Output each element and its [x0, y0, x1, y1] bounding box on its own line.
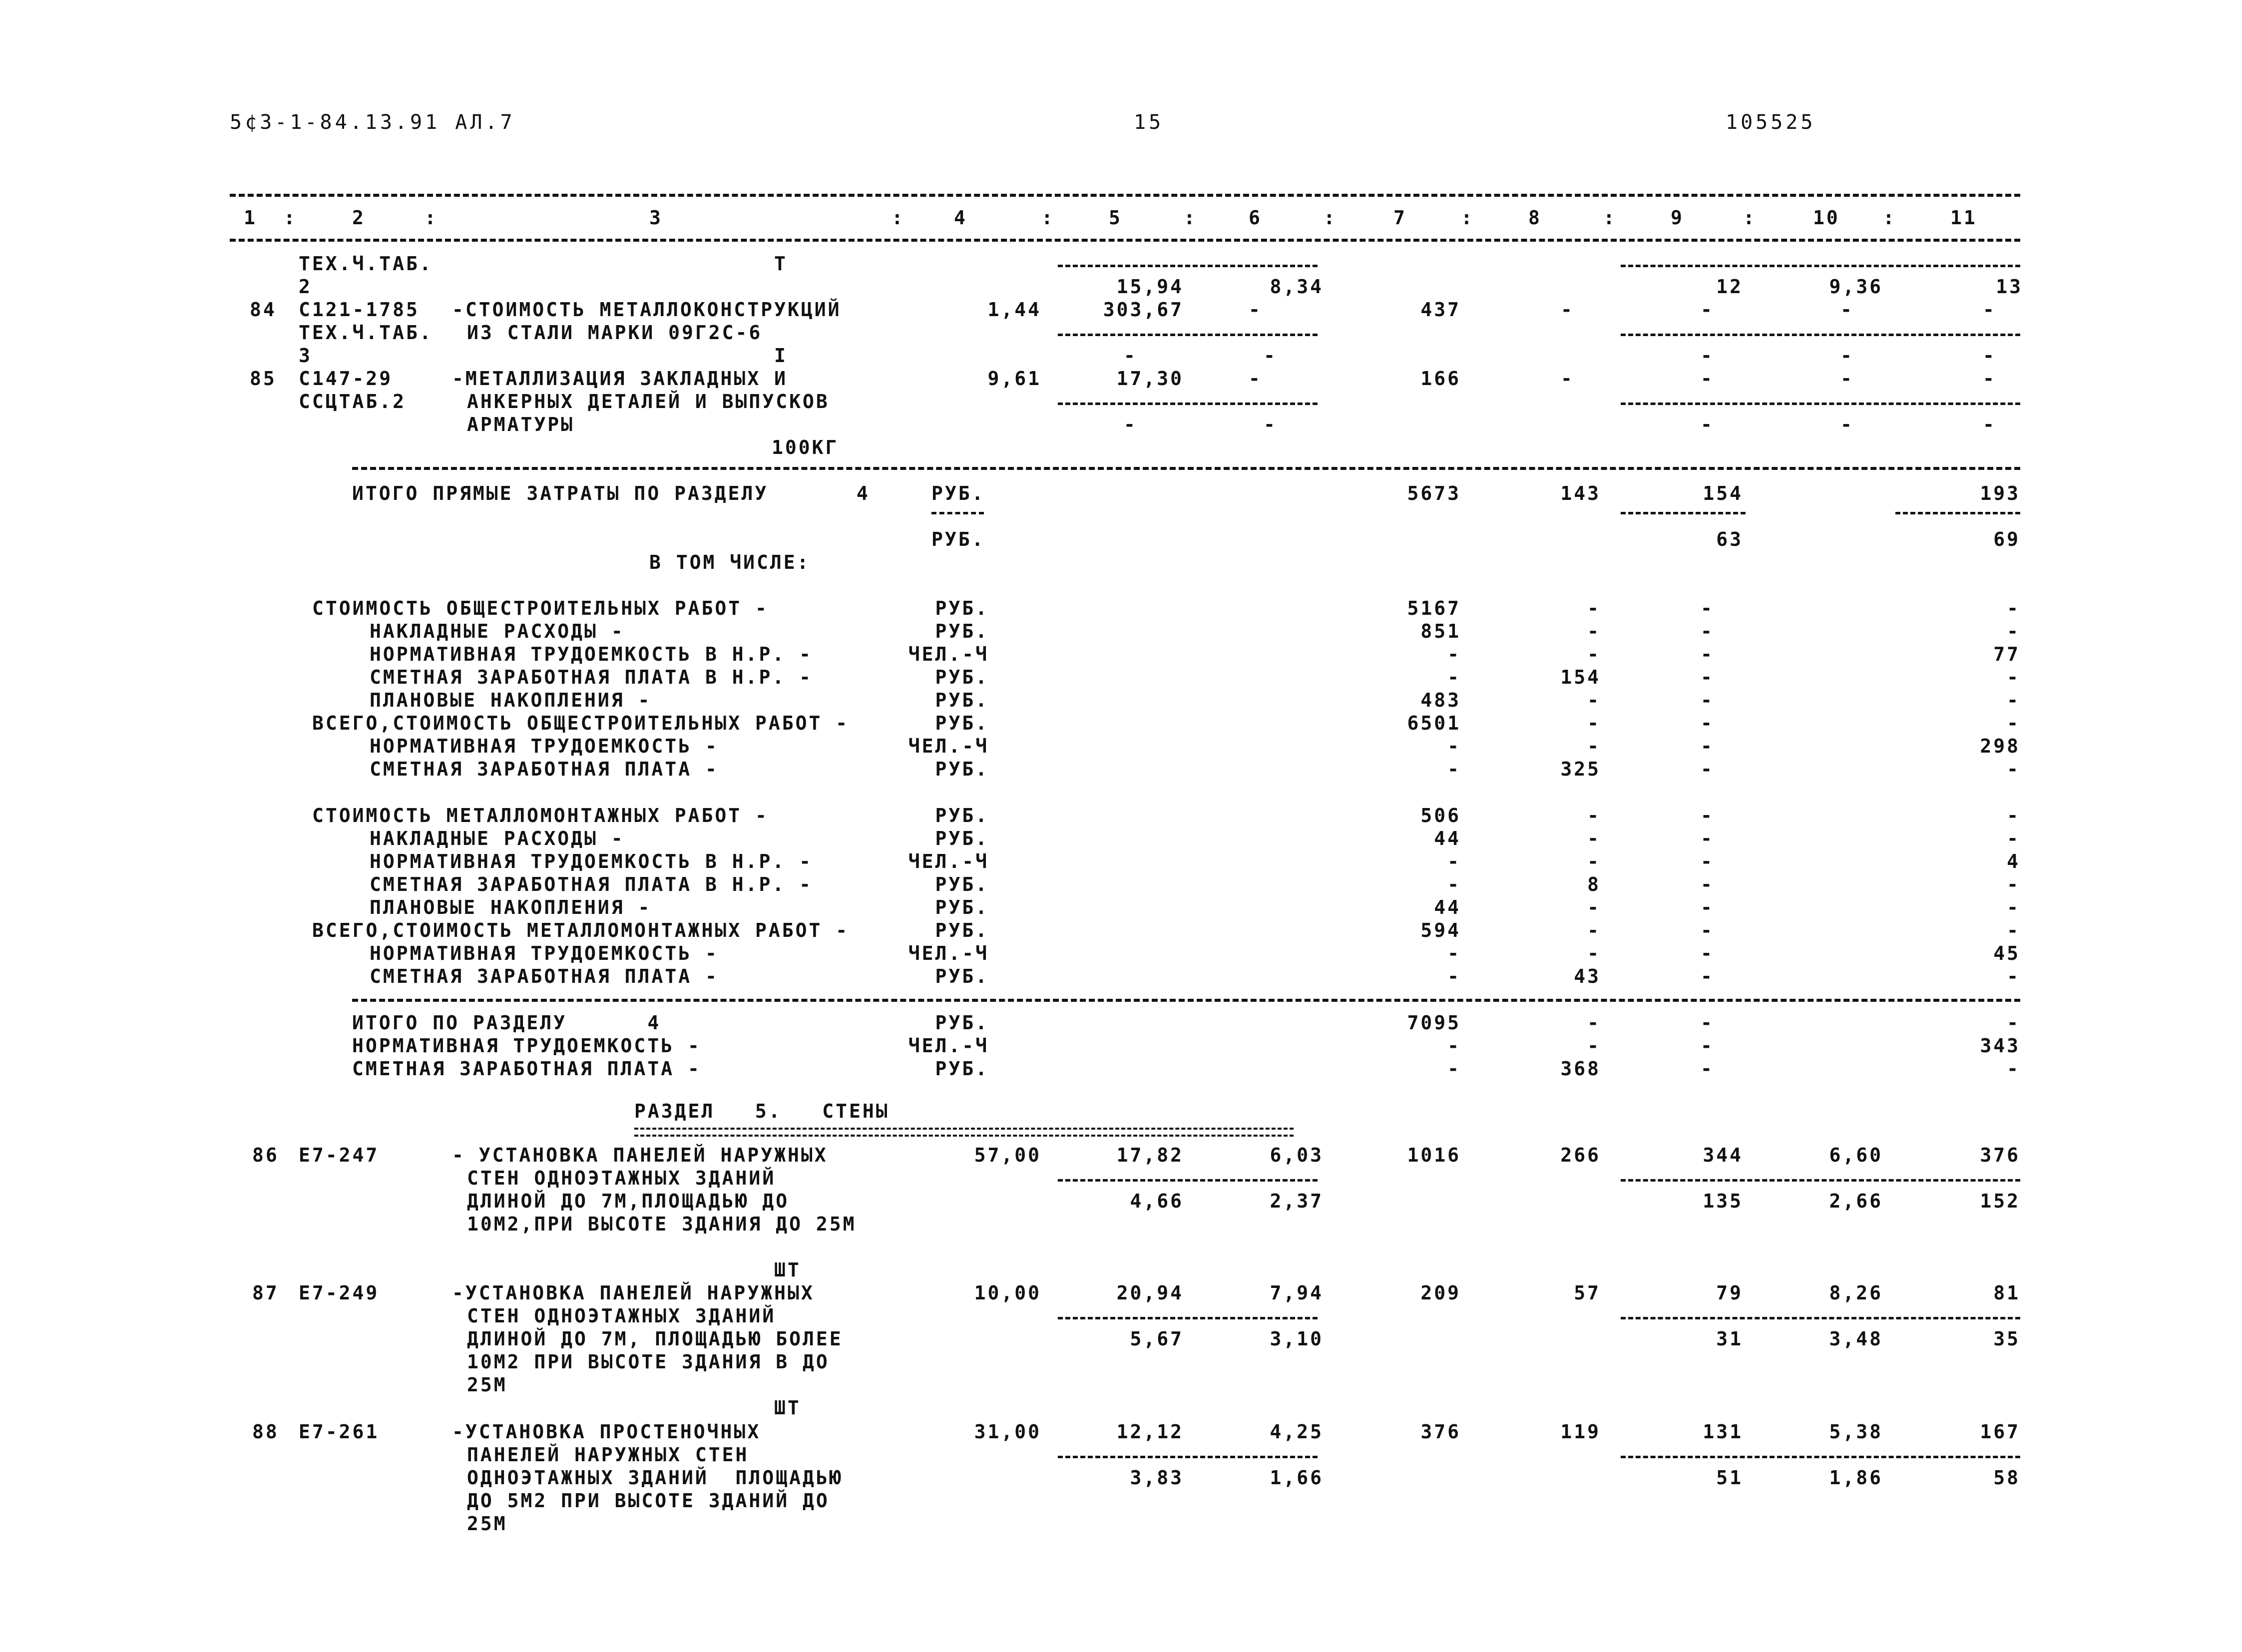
line-c8: 43: [1574, 965, 1601, 987]
row87-c9b: 31: [1716, 1328, 1743, 1350]
line-c7: 851: [1420, 620, 1461, 642]
col-sep: :: [1184, 207, 1197, 229]
col-header-2: 2: [352, 207, 366, 229]
row85-c6b: -: [1264, 413, 1277, 435]
line-unit: РУБ.: [935, 896, 989, 918]
line-label: НОРМАТИВНАЯ ТРУДОЕМКОСТЬ В Н.Р. -: [370, 643, 813, 665]
col-sep: :: [1743, 207, 1757, 229]
line-label: НОРМАТИВНАЯ ТРУДОЕМКОСТЬ -: [370, 735, 719, 757]
line-unit: РУБ.: [935, 873, 989, 895]
line-c9: -: [1701, 919, 1714, 941]
rule: [1058, 1456, 1318, 1458]
line-c7: 44: [1434, 896, 1461, 918]
line-c8: -: [1587, 919, 1601, 941]
row86-code: Е7-247: [299, 1144, 380, 1166]
line-c7: 6501: [1407, 712, 1461, 734]
line-c9: -: [1701, 643, 1714, 665]
row86-num: 86: [252, 1144, 279, 1166]
rule: [931, 512, 984, 514]
line-c9: -: [1701, 850, 1714, 872]
row88-num: 88: [252, 1421, 279, 1443]
row88-c7: 376: [1420, 1421, 1461, 1443]
row88-c10b: 1,86: [1829, 1467, 1883, 1489]
top-mark: Т: [774, 253, 788, 275]
line-c7: -: [1447, 965, 1461, 987]
line-c11: -: [2007, 620, 2020, 642]
document-number: 105525: [1726, 111, 1816, 134]
row85-c11b: -: [1983, 413, 1996, 435]
row85-code: С147-29: [299, 368, 393, 390]
row84-num: 84: [250, 299, 277, 321]
rule: [352, 467, 2020, 470]
line-c8: -: [1587, 689, 1601, 711]
line-unit: РУБ.: [935, 827, 989, 849]
row84-c5: 303,67: [1103, 299, 1184, 321]
row85-c4: 9,61: [987, 368, 1041, 390]
line-c7: 506: [1420, 805, 1461, 826]
col-sep: :: [1324, 207, 1337, 229]
line-label: СМЕТНАЯ ЗАРАБОТНАЯ ПЛАТА В Н.Р. -: [370, 666, 813, 688]
line-c9: -: [1701, 712, 1714, 734]
line-c11: -: [2007, 666, 2020, 688]
row86-c10: 6,60: [1829, 1144, 1883, 1166]
row85-desc: -МЕТАЛЛИЗАЦИЯ ЗАКЛАДНЫХ И: [452, 368, 788, 390]
row88-c9: 131: [1703, 1421, 1743, 1443]
row86-unit: ШТ: [774, 1259, 801, 1281]
row85-unit: 100КГ: [772, 436, 839, 458]
line-label: НОРМАТИВНАЯ ТРУДОЕМКОСТЬ -: [370, 942, 719, 964]
row86-desc-4: 10М2,ПРИ ВЫСОТЕ ЗДАНИЯ ДО 25М: [467, 1213, 857, 1235]
row84-c6b: -: [1264, 345, 1277, 367]
row88-c5b: 3,83: [1130, 1467, 1184, 1489]
row88-desc-5: 25М: [467, 1513, 507, 1535]
row84-c10b: -: [1840, 345, 1854, 367]
line-c9: -: [1701, 689, 1714, 711]
line-c11: -: [2007, 1012, 2020, 1034]
rule: [1058, 334, 1318, 336]
line-c8: -: [1587, 896, 1601, 918]
col-header-8: 8: [1528, 207, 1542, 229]
line-label: НАКЛАДНЫЕ РАСХОДЫ -: [370, 827, 625, 849]
line-c8: 154: [1560, 666, 1601, 688]
line-label: НОРМАТИВНАЯ ТРУДОЕМКОСТЬ -: [352, 1035, 701, 1057]
line-c11: -: [2007, 805, 2020, 826]
line-c7: -: [1447, 850, 1461, 872]
row86-c6: 6,03: [1270, 1144, 1324, 1166]
line-c9: -: [1701, 942, 1714, 964]
row88-c4: 31,00: [974, 1421, 1041, 1443]
top-c11: 13: [1996, 276, 2023, 298]
row87-c7: 209: [1420, 1282, 1461, 1304]
line-c8: -: [1587, 597, 1601, 619]
line-c7: -: [1447, 1035, 1461, 1057]
row86-c5b: 4,66: [1130, 1190, 1184, 1212]
row85-c7: 166: [1420, 368, 1461, 390]
row88-c11: 167: [1980, 1421, 2020, 1443]
line-c9: -: [1701, 965, 1714, 987]
line-unit: РУБ.: [935, 1058, 989, 1080]
rule: [1621, 1456, 2020, 1458]
line-c7: -: [1447, 643, 1461, 665]
line-c9: -: [1701, 896, 1714, 918]
line-unit: РУБ.: [935, 597, 989, 619]
line-unit: ЧЕЛ.-Ч: [908, 643, 989, 665]
row84-c4: 1,44: [987, 299, 1041, 321]
line-label: СМЕТНАЯ ЗАРАБОТНАЯ ПЛАТА -: [370, 758, 719, 780]
line-c8: 8: [1587, 873, 1601, 895]
top-c10: 9,36: [1829, 276, 1883, 298]
row85-c10: -: [1840, 368, 1854, 390]
row88-desc: -УСТАНОВКА ПРОСТЕНОЧНЫХ: [452, 1421, 761, 1443]
col-header-5: 5: [1109, 207, 1122, 229]
row85-c9b: -: [1701, 413, 1714, 435]
line-c8: -: [1587, 942, 1601, 964]
line-c8: -: [1587, 735, 1601, 757]
row86-desc-3: ДЛИНОЙ ДО 7М,ПЛОЩАДЬЮ ДО: [467, 1190, 790, 1212]
line-c7: -: [1447, 666, 1461, 688]
line-c11: -: [2007, 873, 2020, 895]
row87-desc-3: ДЛИНОЙ ДО 7М, ПЛОЩАДЬЮ БОЛЕЕ: [467, 1328, 843, 1350]
total4-c9b: 63: [1716, 528, 1743, 550]
row87-num: 87: [252, 1282, 279, 1304]
line-c11: -: [2007, 758, 2020, 780]
rule: [352, 999, 2020, 1002]
line-c8: 368: [1560, 1058, 1601, 1080]
row88-c6b: 1,66: [1270, 1467, 1324, 1489]
row84-code-2: ТЕХ.Ч.ТАБ.: [299, 322, 433, 344]
line-c8: -: [1587, 643, 1601, 665]
row85-c6: -: [1249, 368, 1262, 390]
row87-desc: -УСТАНОВКА ПАНЕЛЕЙ НАРУЖНЫХ: [452, 1282, 815, 1304]
line-c11: -: [2007, 827, 2020, 849]
row84-mark: I: [774, 345, 788, 367]
top-code: ТЕХ.Ч.ТАБ.: [299, 253, 433, 275]
line-c9: -: [1701, 1035, 1714, 1057]
line-label: ИТОГО ПО РАЗДЕЛУ 4: [352, 1012, 661, 1034]
rule: [1621, 512, 1746, 514]
line-c11: 343: [1980, 1035, 2020, 1057]
col-sep: :: [1603, 207, 1617, 229]
line-c9: -: [1701, 735, 1714, 757]
row85-desc-3: АРМАТУРЫ: [467, 413, 575, 435]
row87-c11b: 35: [1993, 1328, 2020, 1350]
row84-c6: -: [1249, 299, 1262, 321]
rule: [1058, 403, 1318, 405]
line-c11: 298: [1980, 735, 2020, 757]
col-header-10: 10: [1813, 207, 1840, 229]
row88-code: Е7-261: [299, 1421, 380, 1443]
row84-c5b: -: [1124, 345, 1137, 367]
row86-c7: 1016: [1407, 1144, 1461, 1166]
row88-c5: 12,12: [1116, 1421, 1184, 1443]
row84-code-3: 3: [299, 345, 312, 367]
row84-desc-2: ИЗ СТАЛИ МАРКИ 09Г2С-6: [467, 322, 763, 344]
row84-c8: -: [1561, 299, 1574, 321]
row86-c10b: 2,66: [1829, 1190, 1883, 1212]
line-c9: -: [1701, 666, 1714, 688]
line-c9: -: [1701, 620, 1714, 642]
line-c7: 483: [1420, 689, 1461, 711]
line-label: ПЛАНОВЫЕ НАКОПЛЕНИЯ -: [370, 689, 652, 711]
header-bottom-rule: [230, 239, 2020, 242]
line-c11: -: [2007, 689, 2020, 711]
col-header-1: 1: [244, 207, 257, 229]
line-label: ВСЕГО,СТОИМОСТЬ МЕТАЛЛОМОНТАЖНЫХ РАБОТ -: [312, 919, 850, 941]
rule: [1621, 1179, 2020, 1182]
row86-desc-2: СТЕН ОДНОЭТАЖНЫХ ЗДАНИЙ: [467, 1167, 776, 1189]
row87-c6b: 3,10: [1270, 1328, 1324, 1350]
total4-unit: РУБ.: [931, 482, 985, 504]
row87-c10b: 3,48: [1829, 1328, 1883, 1350]
total4-c7: 5673: [1407, 482, 1461, 504]
line-c11: -: [2007, 712, 2020, 734]
col-header-11: 11: [1950, 207, 1977, 229]
row84-c10: -: [1840, 299, 1854, 321]
row88-c6: 4,25: [1270, 1421, 1324, 1443]
line-c11: 77: [1993, 643, 2020, 665]
row87-c6: 7,94: [1270, 1282, 1324, 1304]
rule: [1621, 1317, 2020, 1319]
line-unit: РУБ.: [935, 689, 989, 711]
line-c7: 7095: [1407, 1012, 1461, 1034]
line-label: СТОИМОСТЬ ОБЩЕСТРОИТЕЛЬНЫХ РАБОТ -: [312, 597, 769, 619]
top-c6: 8,34: [1270, 276, 1324, 298]
line-unit: ЧЕЛ.-Ч: [908, 735, 989, 757]
line-unit: РУБ.: [935, 620, 989, 642]
row85-c5b: -: [1124, 413, 1137, 435]
line-unit: ЧЕЛ.-Ч: [908, 1035, 989, 1057]
row87-c8: 57: [1574, 1282, 1601, 1304]
rule: [1621, 334, 2020, 336]
line-c11: -: [2007, 965, 2020, 987]
line-c9: -: [1701, 1058, 1714, 1080]
row84-c11: -: [1983, 299, 1996, 321]
line-c11: 4: [2007, 850, 2020, 872]
row86-c8: 266: [1560, 1144, 1601, 1166]
line-c7: -: [1447, 873, 1461, 895]
row85-c5: 17,30: [1116, 368, 1184, 390]
line-c9: -: [1701, 805, 1714, 826]
line-label: ПЛАНОВЫЕ НАКОПЛЕНИЯ -: [370, 896, 652, 918]
row87-unit: ШТ: [774, 1397, 801, 1419]
row85-c9: -: [1701, 368, 1714, 390]
total4-unit-2: РУБ.: [931, 528, 985, 550]
row84-desc: -СТОИМОСТЬ МЕТАЛЛОКОНСТРУКЦИЙ: [452, 299, 842, 321]
col-header-7: 7: [1393, 207, 1407, 229]
row85-desc-2: АНКЕРНЫХ ДЕТАЛЕЙ И ВЫПУСКОВ: [467, 391, 830, 413]
total4-num: 4: [857, 482, 870, 504]
line-c8: -: [1587, 1012, 1601, 1034]
row84-c7: 437: [1420, 299, 1461, 321]
total4-c11: 193: [1980, 482, 2020, 504]
line-c8: -: [1587, 620, 1601, 642]
line-label: СМЕТНАЯ ЗАРАБОТНАЯ ПЛАТА -: [370, 965, 719, 987]
line-unit: РУБ.: [935, 1012, 989, 1034]
col-header-3: 3: [649, 207, 663, 229]
row88-c10: 5,38: [1829, 1421, 1883, 1443]
total4-label: ИТОГО ПРЯМЫЕ ЗАТРАТЫ ПО РАЗДЕЛУ: [352, 482, 769, 504]
row86-c9: 344: [1703, 1144, 1743, 1166]
row84-code: С121-1785: [299, 299, 420, 321]
line-c7: 594: [1420, 919, 1461, 941]
row86-desc: - УСТАНОВКА ПАНЕЛЕЙ НАРУЖНЫХ: [452, 1144, 828, 1166]
top-c9: 12: [1716, 276, 1743, 298]
line-label: СТОИМОСТЬ МЕТАЛЛОМОНТАЖНЫХ РАБОТ -: [312, 805, 769, 826]
row87-desc-5: 25М: [467, 1374, 507, 1396]
line-label: СМЕТНАЯ ЗАРАБОТНАЯ ПЛАТА В Н.Р. -: [370, 873, 813, 895]
line-c8: -: [1587, 850, 1601, 872]
line-unit: ЧЕЛ.-Ч: [908, 850, 989, 872]
row84-c9: -: [1701, 299, 1714, 321]
col-header-4: 4: [954, 207, 967, 229]
document-code: 5¢3-1-84.13.91 АЛ.7: [230, 111, 515, 134]
top-code-2: 2: [299, 276, 312, 298]
row87-c11: 81: [1993, 1282, 2020, 1304]
rule: [1621, 265, 2020, 267]
row85-num: 85: [250, 368, 277, 390]
row85-c8: -: [1561, 368, 1574, 390]
top-c5: 15,94: [1116, 276, 1184, 298]
row87-desc-2: СТЕН ОДНОЭТАЖНЫХ ЗДАНИЙ: [467, 1305, 776, 1327]
rule: [1058, 1179, 1318, 1182]
line-c8: -: [1587, 805, 1601, 826]
row88-c9b: 51: [1716, 1467, 1743, 1489]
line-unit: РУБ.: [935, 919, 989, 941]
row84-c11b: -: [1983, 345, 1996, 367]
page-number: 15: [1134, 111, 1164, 134]
line-unit: РУБ.: [935, 666, 989, 688]
line-label: НОРМАТИВНАЯ ТРУДОЕМКОСТЬ В Н.Р. -: [370, 850, 813, 872]
row87-desc-4: 10М2 ПРИ ВЫСОТЕ ЗДАНИЯ В ДО: [467, 1351, 830, 1373]
line-c11: -: [2007, 597, 2020, 619]
line-c7: -: [1447, 735, 1461, 757]
line-c9: -: [1701, 758, 1714, 780]
line-label: НАКЛАДНЫЕ РАСХОДЫ -: [370, 620, 625, 642]
line-label: СМЕТНАЯ ЗАРАБОТНАЯ ПЛАТА -: [352, 1058, 701, 1080]
line-c9: -: [1701, 827, 1714, 849]
row88-desc-4: ДО 5М2 ПРИ ВЫСОТЕ ЗДАНИЙ ДО: [467, 1490, 830, 1512]
col-sep: :: [284, 207, 297, 229]
row85-c11: -: [1983, 368, 1996, 390]
line-c11: 45: [1993, 942, 2020, 964]
rule: [1895, 512, 2020, 514]
row86-c6b: 2,37: [1270, 1190, 1324, 1212]
line-c9: -: [1701, 597, 1714, 619]
col-header-6: 6: [1249, 207, 1262, 229]
total4-c9: 154: [1703, 482, 1743, 504]
including-label: В ТОМ ЧИСЛЕ:: [649, 551, 811, 573]
line-c9: -: [1701, 1012, 1714, 1034]
line-c11: -: [2007, 1058, 2020, 1080]
line-c7: 44: [1434, 827, 1461, 849]
line-c7: -: [1447, 942, 1461, 964]
section-title-underline: [634, 1128, 1294, 1137]
row87-c4: 10,00: [974, 1282, 1041, 1304]
line-c7: -: [1447, 758, 1461, 780]
row85-c10b: -: [1840, 413, 1854, 435]
row86-c5: 17,82: [1116, 1144, 1184, 1166]
line-c7: -: [1447, 1058, 1461, 1080]
row88-desc-2: ПАНЕЛЕЙ НАРУЖНЫХ СТЕН: [467, 1444, 749, 1466]
col-header-9: 9: [1671, 207, 1684, 229]
row85-code-2: ССЦТАБ.2: [299, 391, 407, 413]
line-c7: 5167: [1407, 597, 1461, 619]
rule: [1058, 265, 1318, 267]
line-c8: -: [1587, 712, 1601, 734]
row84-c9b: -: [1701, 345, 1714, 367]
col-sep: :: [1883, 207, 1896, 229]
line-c8: -: [1587, 827, 1601, 849]
row86-c9b: 135: [1703, 1190, 1743, 1212]
line-unit: ЧЕЛ.-Ч: [908, 942, 989, 964]
line-label: ВСЕГО,СТОИМОСТЬ ОБЩЕСТРОИТЕЛЬНЫХ РАБОТ -: [312, 712, 850, 734]
line-unit: РУБ.: [935, 965, 989, 987]
table-top-rule: [230, 194, 2020, 197]
row88-c11b: 58: [1993, 1467, 2020, 1489]
row88-desc-3: ОДНОЭТАЖНЫХ ЗДАНИЙ ПЛОЩАДЬЮ: [467, 1467, 843, 1489]
row86-c11: 376: [1980, 1144, 2020, 1166]
line-c8: 325: [1560, 758, 1601, 780]
row88-c8: 119: [1560, 1421, 1601, 1443]
row87-c9: 79: [1716, 1282, 1743, 1304]
section-title: РАЗДЕЛ 5. СТЕНЫ: [634, 1100, 890, 1122]
col-sep: :: [1041, 207, 1055, 229]
row86-c11b: 152: [1980, 1190, 2020, 1212]
line-unit: РУБ.: [935, 758, 989, 780]
col-sep: :: [425, 207, 438, 229]
total4-c11b: 69: [1993, 528, 2020, 550]
line-c11: -: [2007, 919, 2020, 941]
rule: [1058, 1317, 1318, 1319]
line-c11: -: [2007, 896, 2020, 918]
total4-c8: 143: [1560, 482, 1601, 504]
col-sep: :: [892, 207, 905, 229]
row86-c4: 57,00: [974, 1144, 1041, 1166]
col-sep: :: [1461, 207, 1474, 229]
row87-code: Е7-249: [299, 1282, 380, 1304]
row87-c5b: 5,67: [1130, 1328, 1184, 1350]
line-c9: -: [1701, 873, 1714, 895]
line-unit: РУБ.: [935, 712, 989, 734]
line-c8: -: [1587, 1035, 1601, 1057]
rule: [1621, 403, 2020, 405]
row87-c10: 8,26: [1829, 1282, 1883, 1304]
line-unit: РУБ.: [935, 805, 989, 826]
row87-c5: 20,94: [1116, 1282, 1184, 1304]
